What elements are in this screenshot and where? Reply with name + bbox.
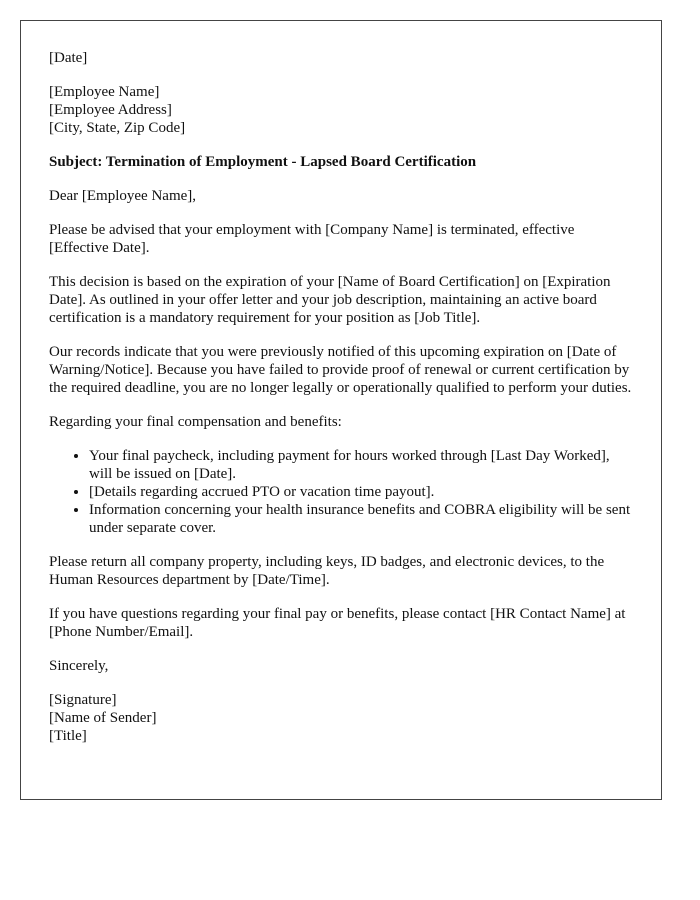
list-item: • Your final paycheck, including payment for hours worked through [Last Day Worked], will be issued on [Date].: [89, 447, 633, 483]
list-item: • Information concerning your health insurance benefits and COBRA eligibility will be sent under separate cover.: [89, 501, 633, 537]
greeting: Dear [Employee Name],: [49, 188, 197, 204]
sender-title: [Title]: [49, 728, 87, 744]
list-item: • [Details regarding accrued PTO or vacation time payout].: [89, 483, 633, 501]
paragraph-termination-notice: Please be advised that your employment with [Company Name] is terminated, effective [Effective Date].: [49, 222, 575, 256]
recipient-name: [Employee Name]: [49, 84, 160, 100]
recipient-address: [Employee Address]: [49, 102, 172, 118]
paragraph-prior-notice: Our records indicate that you were previously notified of this upcoming expiration on [Date of Warning/Notice]. Because you have failed to provide proof of renewal or current certification by the required deadline, you are no longer legally or operationally qualified to perform your duties.: [49, 344, 632, 396]
recipient-block: [49, 83, 633, 137]
date: [Date]: [49, 50, 88, 66]
signature: [Signature]: [49, 692, 117, 708]
paragraph-compensation-intro: Regarding your final compensation and benefits:: [49, 414, 342, 430]
recipient-city-state-zip: [City, State, Zip Code]: [49, 120, 186, 136]
compensation-list: [49, 447, 633, 537]
letter: [20, 20, 662, 800]
paragraph-reason: This decision is based on the expiration of your [Name of Board Certification] on [Expiration Date]. As outlined in your offer letter and your job description, maintaining an active board certification is a mandatory requirement for your position as [Job Title].: [49, 274, 611, 326]
paragraph-return-property: Please return all company property, including keys, ID badges, and electronic devices, to the Human Resources department by [Date/Time].: [49, 554, 605, 588]
sender-name: [Name of Sender]: [49, 710, 157, 726]
closing: Sincerely,: [49, 658, 109, 674]
signature-block: [49, 691, 633, 745]
paragraph-contact: If you have questions regarding your final pay or benefits, please contact [HR Contact Name] at [Phone Number/Email].: [49, 606, 626, 640]
subject-line: Subject: Termination of Employment - Lapsed Board Certification: [49, 154, 477, 170]
